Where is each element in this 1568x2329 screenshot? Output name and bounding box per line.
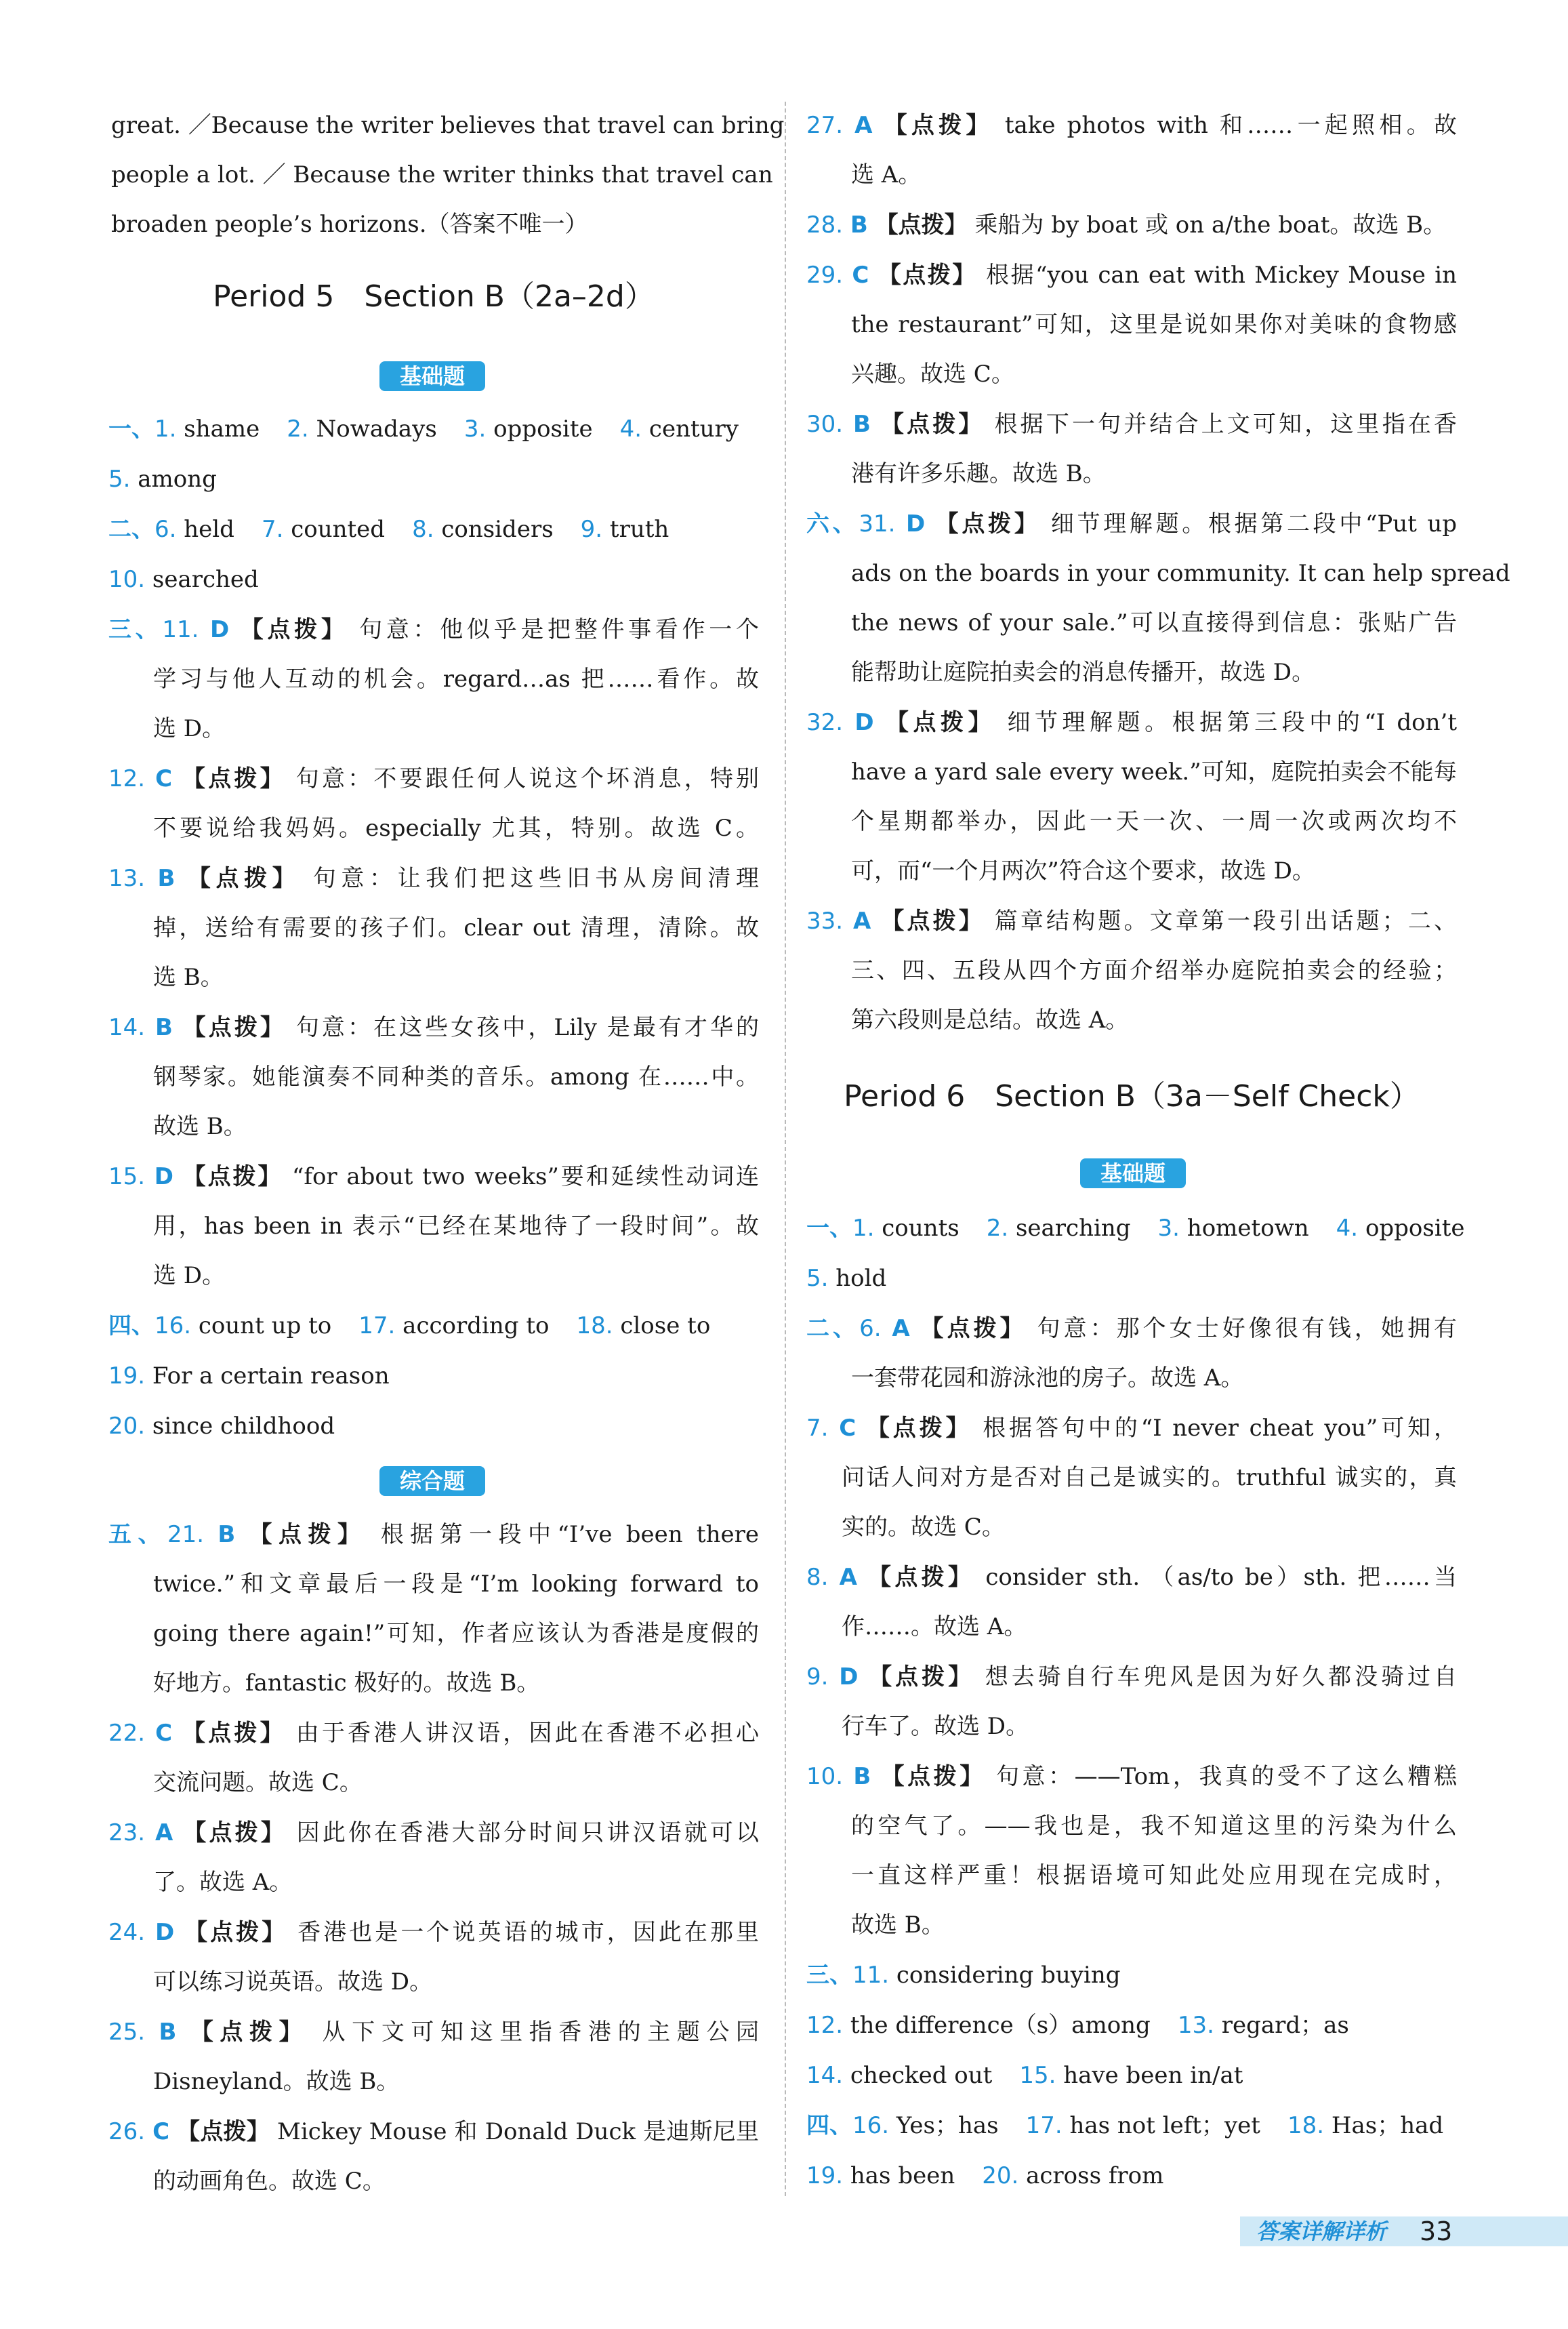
- question-32-line: 可，而“一个月两次”符合这个要求，故选 D。: [851, 857, 1315, 885]
- question-32: 32. D 【点拨】 细节理解题。根据第三段中的“I don’t: [806, 709, 1458, 736]
- question-14: 14. B 【点拨】 句意：在这些女孩中，Lily 是最有才华的: [108, 1014, 760, 1041]
- question-32-line: 个星期都举办，因此一天一次、一周一次或两次均不: [851, 808, 1457, 835]
- question-22: 22. C 【点拨】 由于香港人讲汉语，因此在香港不必担心: [108, 1720, 760, 1747]
- question-13-line: 选 B。: [153, 964, 224, 991]
- basic-badge: 基础题: [1080, 1158, 1186, 1188]
- question-11-line: 学习与他人互动的机会。regard…as 把……看作。故: [153, 666, 759, 693]
- question-30: 30. B 【点拨】 根据下一句并结合上文可知，这里指在香: [806, 411, 1458, 438]
- answer-line: 四、16. count up to 17. according to 18. close to: [108, 1312, 711, 1339]
- question-25: 25. B 【点拨】 从下文可知这里指香港的主题公园: [108, 2019, 759, 2046]
- period5-title: Period 5 Section B（2a–2d）: [213, 279, 655, 314]
- question-23: 23. A 【点拨】 因此你在香港大部分时间只讲汉语就可以: [108, 1819, 760, 1846]
- question-26: 26. C 【点拨】 Mickey Mouse 和 Donald Duck 是迪斯尼里: [108, 2118, 759, 2145]
- question-6-line: 一套带花园和游泳池的房子。故选 A。: [851, 1364, 1244, 1392]
- question-25-line: Disneyland。故选 B。: [153, 2068, 400, 2095]
- question-33: 33. A 【点拨】 篇章结构题。文章第一段引出话题；二、: [806, 908, 1458, 935]
- question-31-line: 能帮助让庭院拍卖会的消息传播开，故选 D。: [851, 659, 1315, 686]
- question-33-line: 三、四、五段从四个方面介绍举办庭院拍卖会的经验；: [851, 957, 1457, 984]
- basic-badge: 基础题: [379, 361, 485, 391]
- question-6: 二、6. A 【点拨】 句意：那个女士好像很有钱，她拥有: [806, 1315, 1458, 1342]
- question-21-line: going there again!”可知，作者应该认为香港是度假的: [153, 1620, 759, 1647]
- page-number: 33: [1420, 2216, 1453, 2246]
- question-13: 13. B 【点拨】 句意：让我们把这些旧书从房间清理: [108, 865, 760, 892]
- question-12: 12. C 【点拨】 句意：不要跟任何人说这个坏消息，特别: [108, 765, 760, 792]
- answer-line: 19. For a certain reason: [108, 1362, 390, 1390]
- intro-line: broaden people’s horizons.（答案不唯一）: [111, 211, 588, 238]
- question-15-line: 用，has been in 表示“已经在某地待了一段时间”。故: [153, 1213, 759, 1240]
- column-divider: [785, 102, 786, 2196]
- question-21-line: 好地方。fantastic 极好的。故选 B。: [153, 1669, 540, 1697]
- question-28: 28. B 【点拨】 乘船为 by boat 或 on a/the boat。故选 B。: [806, 211, 1447, 239]
- question-24-line: 可以练习说英语。故选 D。: [153, 1968, 433, 1996]
- question-26-line: 的动画角色。故选 C。: [153, 2168, 386, 2195]
- question-8-line: 作……。故选 A。: [842, 1613, 1027, 1640]
- intro-line: great. ／Because the writer believes that travel can bring: [111, 112, 785, 139]
- question-33-line: 第六段则是总结。故选 A。: [851, 1007, 1129, 1034]
- question-12-line: 不要说给我妈妈。especially 尤其，特别。故选 C。: [153, 815, 759, 842]
- question-31-line: ads on the boards in your community. It can help spread: [851, 560, 1510, 587]
- question-15-line: 选 D。: [153, 1262, 226, 1289]
- question-7: 7. C 【点拨】 根据答句中的“I never cheat you”可知，: [806, 1415, 1458, 1442]
- question-10-line: 的空气了。——我也是，我不知道这里的污染为什么: [851, 1812, 1457, 1840]
- footer-label: 答案详解详析: [1256, 2219, 1386, 2244]
- question-29-line: the restaurant”可知，这里是说如果你对美味的食物感: [851, 311, 1457, 338]
- question-30-line: 港有许多乐趣。故选 B。: [851, 460, 1106, 487]
- question-13-line: 掉，送给有需要的孩子们。clear out 清理，清除。故: [153, 914, 759, 941]
- answer-line: 三、11. considering buying: [806, 1962, 1121, 1989]
- question-7-line: 实的。故选 C。: [842, 1514, 1005, 1541]
- question-9: 9. D 【点拨】 想去骑自行车兜风是因为好久都没骑过自: [806, 1663, 1457, 1690]
- question-10: 10. B 【点拨】 句意：——Tom，我真的受不了这么糟糕: [806, 1763, 1458, 1790]
- question-31: 六、31. D 【点拨】 细节理解题。根据第二段中“Put up: [806, 510, 1458, 538]
- question-10-line: 一直这样严重！根据语境可知此处应用现在完成时，: [851, 1862, 1457, 1889]
- question-24: 24. D 【点拨】 香港也是一个说英语的城市，因此在那里: [108, 1919, 760, 1946]
- question-8: 8. A 【点拨】 consider sth. （as/to be）sth. 把……当: [806, 1564, 1458, 1591]
- question-21: 五、21. B 【点拨】 根据第一段中“I’ve been there: [108, 1521, 759, 1548]
- question-15: 15. D 【点拨】 “for about two weeks”要和延续性动词连: [108, 1163, 759, 1190]
- answer-line: 5. hold: [806, 1265, 887, 1292]
- answer-line: 四、16. Yes；has 17. has not left；yet 18. Has；had: [806, 2112, 1444, 2139]
- question-7-line: 问话人问对方是否对自己是诚实的。truthful 诚实的，真: [842, 1464, 1457, 1491]
- question-11-line: 选 D。: [153, 715, 226, 742]
- question-29-line: 兴趣。故选 C。: [851, 361, 1014, 388]
- answer-line: 10. searched: [108, 566, 259, 593]
- question-11: 三、11. D 【点拨】 句意：他似乎是把整件事看作一个: [108, 616, 759, 643]
- question-21-line: twice.”和文章最后一段是“I’m looking forward to: [153, 1571, 759, 1598]
- question-22-line: 交流问题。故选 C。: [153, 1769, 363, 1796]
- answer-line: 19. has been 20. across from: [806, 2162, 1164, 2189]
- answer-line: 5. among: [108, 466, 217, 493]
- intro-line: people a lot. ／ Because the writer thinks that travel can: [111, 161, 773, 188]
- answer-line: 二、6. held 7. counted 8. considers 9. truth: [108, 516, 669, 543]
- question-32-line: have a yard sale every week.”可知，庭院拍卖会不能每: [851, 758, 1457, 786]
- answer-line: 一、1. counts 2. searching 3. hometown 4. opposite: [806, 1215, 1465, 1242]
- period6-title: Period 6 Section B（3a－Self Check）: [844, 1079, 1420, 1114]
- comprehensive-badge: 综合题: [379, 1466, 485, 1496]
- question-9-line: 行车了。故选 D。: [842, 1713, 1029, 1740]
- question-29: 29. C 【点拨】 根据“you can eat with Mickey Mouse in: [806, 262, 1457, 289]
- question-14-line: 故选 B。: [153, 1113, 247, 1140]
- answer-line: 20. since childhood: [108, 1413, 335, 1440]
- question-27-line: 选 A。: [851, 161, 922, 188]
- question-10-line: 故选 B。: [851, 1911, 945, 1939]
- question-27: 27. A 【点拨】 take photos with 和……一起照相。故: [806, 112, 1457, 139]
- answer-line: 12. the difference（s）among 13. regard；as: [806, 2012, 1349, 2039]
- answer-line: 14. checked out 15. have been in/at: [806, 2062, 1243, 2089]
- question-23-line: 了。故选 A。: [153, 1869, 293, 1896]
- question-31-line: the news of your sale.”可以直接得到信息：张贴广告: [851, 609, 1457, 636]
- answer-line: 一、1. shame 2. Nowadays 3. opposite 4. century: [108, 416, 739, 443]
- question-14-line: 钢琴家。她能演奏不同种类的音乐。among 在……中。: [153, 1064, 759, 1091]
